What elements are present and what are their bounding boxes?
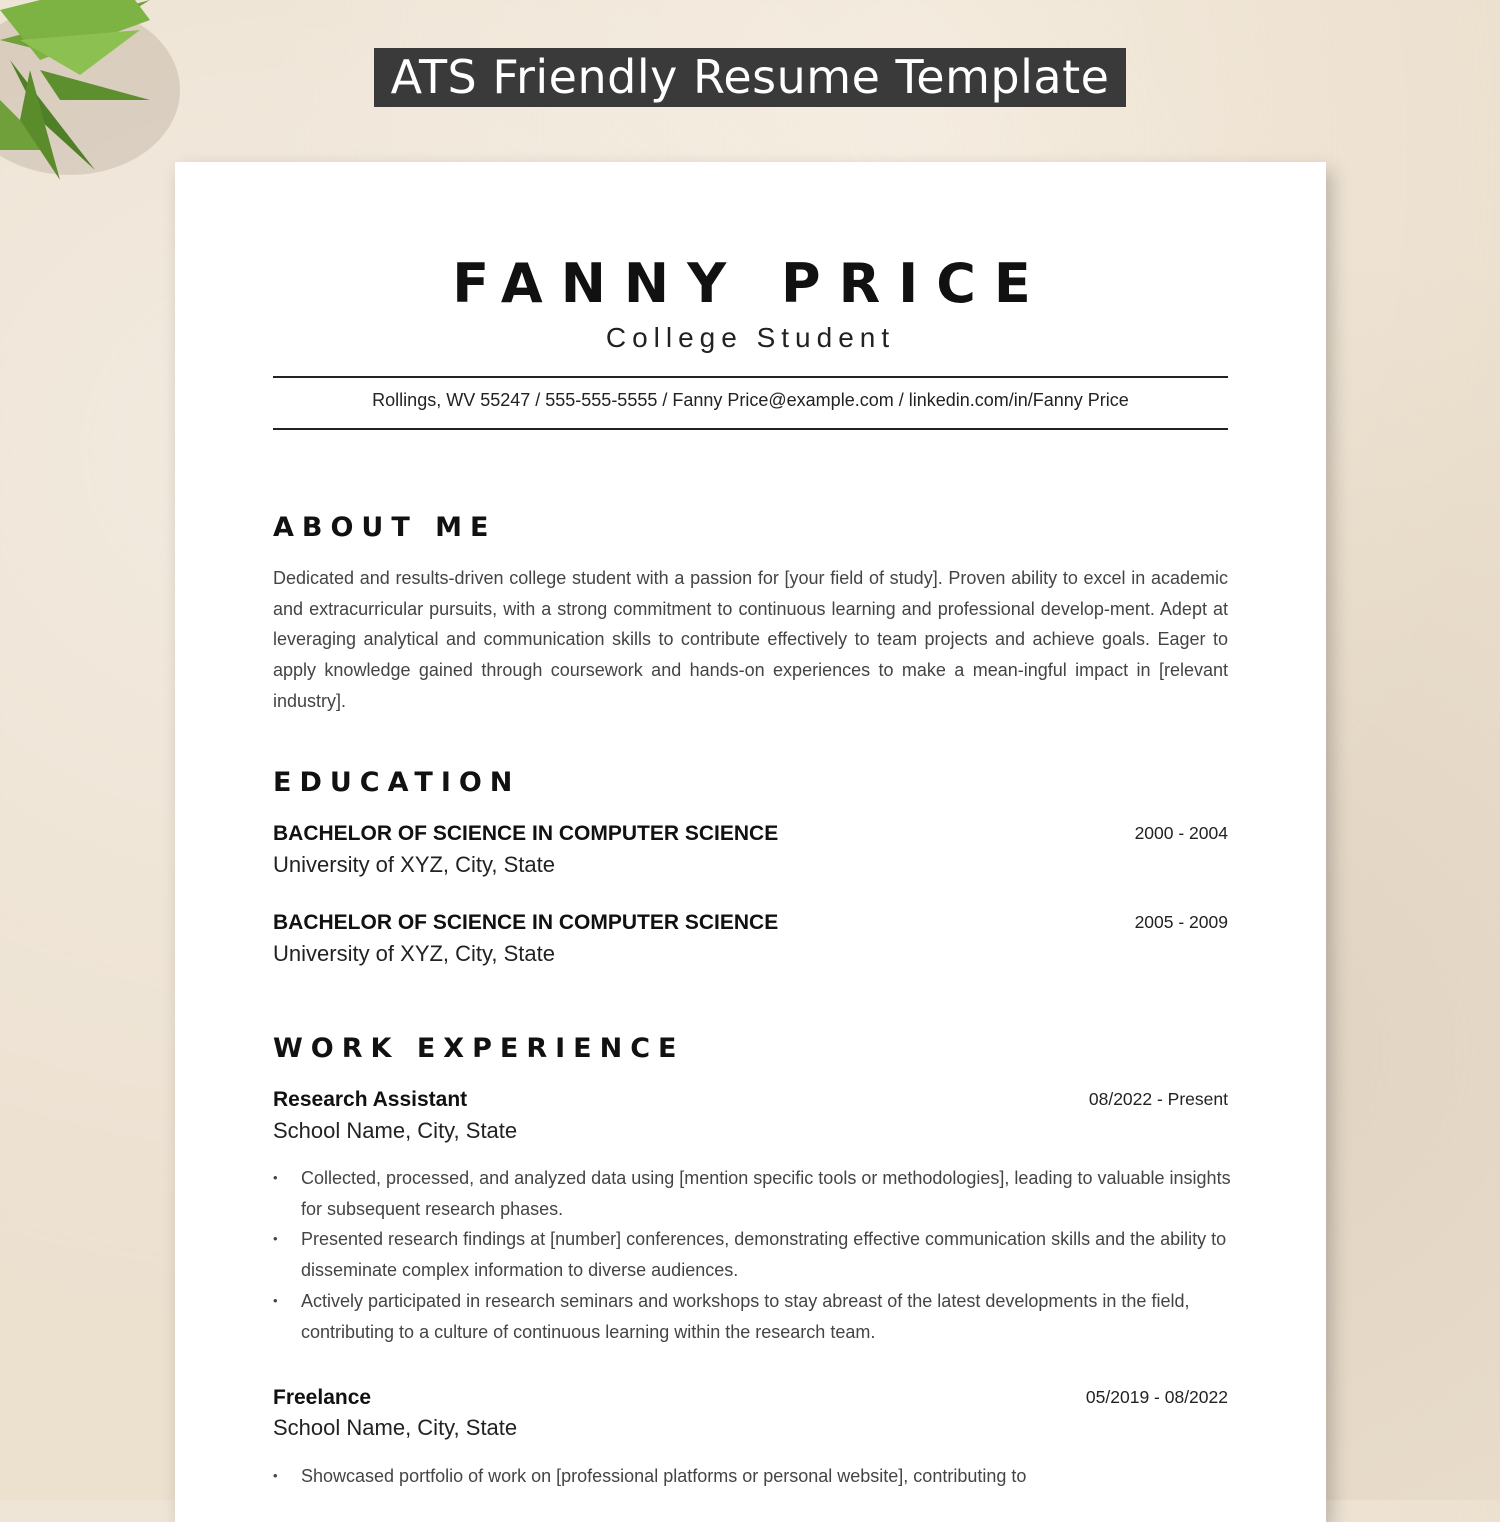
education-dates: 2005 - 2009 — [1134, 912, 1228, 932]
job-dates: 05/2019 - 08/2022 — [1085, 1387, 1228, 1407]
section-heading-work: WORK EXPERIENCE — [273, 1033, 685, 1064]
job-bullet: • Actively participated in research seminars and workshops to stay abreast of the latest developments in the field, contributing to a culture of continuous learning within the research team. — [273, 1286, 1238, 1347]
plant-decoration — [0, 0, 200, 180]
education-degree: BACHELOR OF SCIENCE IN COMPUTER SCIENCE — [273, 911, 779, 934]
job-bullets — [273, 1461, 1238, 1492]
job-bullet: • Collected, processed, and analyzed data using [mention specific tools or methodologies], leading to valuable insights for subsequent research phases. — [273, 1163, 1238, 1224]
education-school: University of XYZ, City, State — [273, 852, 556, 877]
header-rule-top — [273, 376, 1228, 378]
job-bullets — [273, 1163, 1238, 1347]
header-rule-bottom — [273, 428, 1228, 430]
education-school: University of XYZ, City, State — [273, 941, 556, 966]
job-bullet: • Showcased portfolio of work on [professional platforms or personal website], contributing to — [273, 1461, 1238, 1492]
resume-name: FANNY PRICE — [452, 252, 1049, 315]
education-dates: 2000 - 2004 — [1134, 823, 1228, 843]
about-text: Dedicated and results-driven college student with a passion for [your field of study]. Proven ability to excel in academic and extracurricular pursuits, with a strong commitment to continuous learning and professional develop-ment. Adept at leveraging analytical and communication skills to contribute effectively to team projects and achieve goals. Eager to apply knowledge gained through coursework and hands-on experiences to make a mean-ingful impact in [relevant industry]. — [273, 568, 1228, 711]
resume-subtitle: College Student — [605, 322, 896, 353]
job-place: School Name, City, State — [273, 1415, 518, 1440]
job-dates: 08/2022 - Present — [1088, 1089, 1228, 1109]
job-title: Freelance — [273, 1386, 372, 1409]
contact-line: Rollings, WV 55247 / 555-555-5555 / Fanny Price@example.com / linkedin.com/in/Fanny Price — [372, 390, 1129, 410]
job-bullet: • Presented research findings at [number] conferences, demonstrating effective communication skills and the ability to disseminate complex information to diverse audiences. — [273, 1224, 1238, 1285]
education-degree: BACHELOR OF SCIENCE IN COMPUTER SCIENCE — [273, 822, 779, 845]
job-title: Research Assistant — [273, 1088, 468, 1111]
banner-title: ATS Friendly Resume Template — [374, 48, 1126, 107]
section-heading-education: EDUCATION — [273, 767, 521, 798]
section-heading-about: ABOUT ME — [273, 512, 497, 543]
job-place: School Name, City, State — [273, 1118, 518, 1143]
